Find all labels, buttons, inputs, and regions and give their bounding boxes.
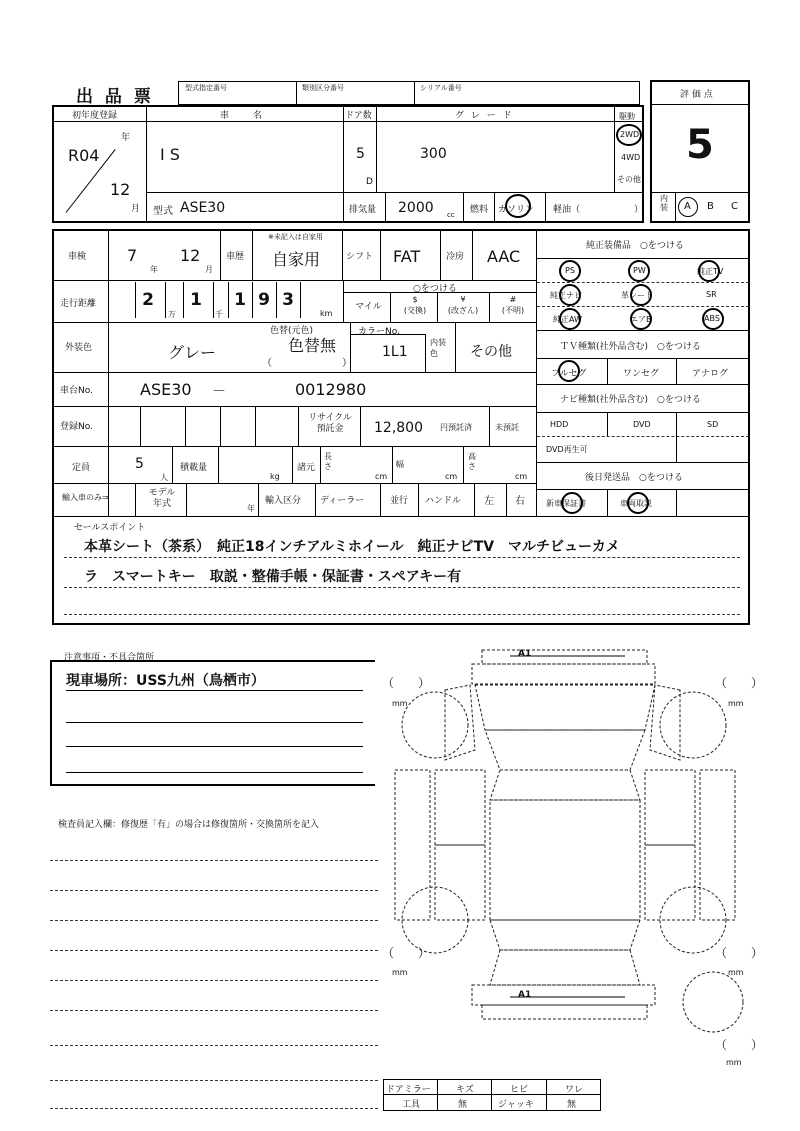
first-reg-label: 初年度登録: [72, 111, 118, 121]
recycle-unpaid[interactable]: 未預託: [495, 423, 519, 432]
vehicle-location: 現車場所：USS九州（鳥栖市）: [66, 673, 265, 689]
id-number-strip: [178, 81, 640, 105]
door-label: ドア数: [345, 111, 372, 121]
grade-value: 300: [420, 146, 447, 162]
tire-front-right-bracket: （ ）: [715, 676, 764, 690]
fuel-label: 燃料: [470, 205, 489, 215]
color-no-value: 1L1: [382, 344, 408, 360]
import-parallel[interactable]: 並行: [390, 496, 409, 506]
interior-color-value: その他: [470, 344, 512, 360]
drive-label: 駆動: [619, 112, 635, 121]
navi-dvd[interactable]: DVD: [633, 420, 651, 429]
history-note: ※未記入は自家用: [268, 233, 323, 241]
first-reg-year: R04: [68, 146, 100, 165]
rear-damage-mark: A1: [518, 990, 532, 1000]
mileage-digit: 2: [142, 290, 154, 310]
mileage-opt-mile[interactable]: マイル: [355, 302, 382, 312]
legend-tools-value: 無: [458, 1100, 468, 1110]
drive-other[interactable]: その他: [617, 175, 641, 184]
chassis-prefix: ASE30: [140, 380, 192, 399]
interior-label: 内装: [660, 194, 668, 212]
interior-grade-a-circle: [678, 197, 698, 217]
car-name: I S: [160, 145, 180, 164]
legend-break: ワレ: [565, 1085, 584, 1095]
color-label: 外装色: [65, 343, 93, 353]
recycle-value: 12,800: [374, 420, 423, 436]
tv-oneseg[interactable]: ワンセグ: [623, 369, 660, 379]
interior-grade-a[interactable]: A: [684, 201, 691, 212]
shaken-label: 車検: [68, 252, 87, 262]
height-label: 高さ: [468, 452, 476, 471]
mileage-opt-tamper[interactable]: ¥ (改ざん): [447, 295, 479, 315]
repaint-label: 色替(元色): [270, 326, 314, 336]
fuel-gasoline-circle: [505, 194, 531, 218]
equip-aw[interactable]: 純正AW: [553, 315, 582, 324]
capacity-label: 定員: [72, 463, 91, 473]
equip-abs[interactable]: ABS: [704, 314, 720, 323]
mileage-mark-header: ○をつける: [413, 284, 457, 294]
shift-value: FAT: [393, 247, 421, 266]
repaint-value: 色替無: [288, 336, 337, 355]
drive-2wd-circle: [616, 124, 642, 146]
first-reg-month: 12: [110, 180, 131, 199]
color-value: グレー: [168, 343, 217, 362]
door-count: 5: [356, 146, 365, 162]
tire-rear-left-bracket: （ ）: [382, 946, 431, 960]
form-title: 出 品 票: [76, 87, 154, 107]
ac-label: 冷房: [446, 252, 465, 262]
equip-sr[interactable]: SR: [706, 290, 717, 299]
front-damage-mark: A1: [518, 649, 532, 659]
tire-rear-right-bracket: （ ）: [715, 946, 764, 960]
model-year-label: モデル 年式: [148, 488, 176, 509]
drive-4wd[interactable]: 4WD: [621, 153, 641, 162]
mileage-digit: 1: [190, 290, 202, 310]
car-name-label: 車 名: [220, 111, 265, 121]
import-dealer[interactable]: ディーラー: [320, 496, 365, 506]
grade-label: グ レ ー ド: [455, 111, 514, 121]
ruibetsu-label: 類別区分番号: [302, 84, 344, 92]
mileage-digit: 1: [234, 290, 246, 310]
navi-dvd-play[interactable]: DVD再生可: [546, 445, 588, 454]
shift-label: シフト: [346, 252, 374, 262]
tv-header: ＴＶ種類(社外品含む) ○をつける: [560, 342, 701, 352]
later-header: 後日発送品 ○をつける: [585, 473, 683, 483]
tv-fullseg[interactable]: フルセグ: [551, 369, 587, 379]
sales-label: セールスポイント: [74, 523, 146, 533]
load-label: 積載量: [180, 463, 208, 473]
equip-tv[interactable]: 純正TV: [697, 267, 724, 276]
inspector-label: 検査員記入欄：修復歴「有」の場合は修復箇所・交換箇所を記入: [58, 820, 320, 830]
tire-spare-bracket: （ ）: [715, 1038, 764, 1052]
model-label: 型式: [153, 206, 173, 217]
fuel-diesel[interactable]: 軽油（: [553, 205, 581, 215]
ac-value: AAC: [487, 247, 521, 266]
handle-label: ハンドル: [425, 496, 462, 506]
shaken-year: 7: [127, 246, 138, 265]
import-label: 輸入車のみ⇒: [62, 493, 109, 502]
legend-tools: 工具: [402, 1100, 421, 1110]
model-value: ASE30: [180, 200, 226, 216]
tire-front-left-bracket: （ ）: [382, 676, 431, 690]
sales-line-1: 本革シート（茶系） 純正18インチアルミホイール 純正ナビTV マルチビューカメ: [84, 539, 620, 555]
mileage-digit: 9: [258, 290, 270, 310]
notes-label: 注意事項・不具合箇所: [64, 653, 155, 663]
equipment-header: 純正装備品 ○をつける: [586, 241, 684, 251]
mileage-opt-unknown[interactable]: # (不明): [501, 295, 525, 315]
displacement-value: 2000: [398, 200, 434, 216]
mileage-opt-exchange[interactable]: $ (交換): [403, 295, 427, 315]
import-category-label: 輸入区分: [265, 496, 302, 506]
recycle-label: リサイクル 預託金: [308, 413, 352, 434]
equip-airbag[interactable]: エアB: [630, 315, 652, 324]
dims-label: 諸元: [297, 463, 316, 473]
car-damage-diagram: [375, 630, 750, 1080]
legend-crack: ヒビ: [510, 1085, 529, 1095]
drive-2wd[interactable]: 2WD: [620, 130, 640, 139]
navi-header: ナビ種類(社外品含む) ○をつける: [560, 395, 701, 405]
equip-pw[interactable]: PW: [633, 266, 646, 275]
legend-scratch: キズ: [456, 1085, 474, 1095]
tv-analog[interactable]: アナログ: [692, 369, 729, 379]
handle-right[interactable]: 右: [515, 496, 525, 507]
history-label: 車歴: [226, 252, 245, 262]
legend-jack-value: 無: [567, 1100, 577, 1110]
later-warranty[interactable]: 新車保証書: [546, 499, 586, 508]
interior-grade-c[interactable]: C: [731, 201, 738, 212]
katashiki-label: 型式指定番号: [185, 84, 227, 92]
chassis-label: 車台No.: [60, 386, 93, 396]
navi-hdd[interactable]: HDD: [550, 420, 569, 429]
shaken-month: 12: [180, 246, 201, 265]
legend-jack: ジャッキ: [498, 1100, 534, 1110]
equip-ps[interactable]: PS: [565, 266, 575, 275]
sales-line-2: ラ スマートキー 取説・整備手帳・保証書・スペアキー有: [84, 569, 462, 585]
handle-left[interactable]: 左: [484, 496, 494, 507]
serial-label: シリアル番号: [420, 84, 462, 92]
color-no-label: カラーNo.: [358, 327, 400, 337]
later-manual[interactable]: 車両取説: [620, 499, 652, 508]
displacement-label: 排気量: [349, 205, 377, 215]
navi-sd[interactable]: SD: [707, 420, 719, 429]
capacity-value: 5: [135, 456, 144, 472]
mileage-digit: 3: [282, 290, 294, 310]
legend-mirror: ドアミラー: [386, 1085, 431, 1095]
length-label: 長さ: [324, 452, 332, 471]
score-value: 5: [686, 122, 714, 168]
registration-label: 登録No.: [60, 422, 93, 432]
equip-navi[interactable]: 純正ナビ: [550, 291, 582, 300]
chassis-number: 0012980: [295, 380, 367, 399]
equip-leather[interactable]: 革シート: [621, 291, 653, 300]
interior-grade-b[interactable]: B: [707, 201, 714, 212]
fuel-gasoline[interactable]: ガソリン: [498, 205, 535, 215]
history-value: 自家用: [272, 250, 321, 269]
width-label: 幅: [396, 460, 404, 469]
mileage-label: 走行距離: [60, 299, 97, 309]
interior-color-label: 内装色: [430, 338, 446, 358]
score-label: 評 価 点: [680, 90, 713, 100]
